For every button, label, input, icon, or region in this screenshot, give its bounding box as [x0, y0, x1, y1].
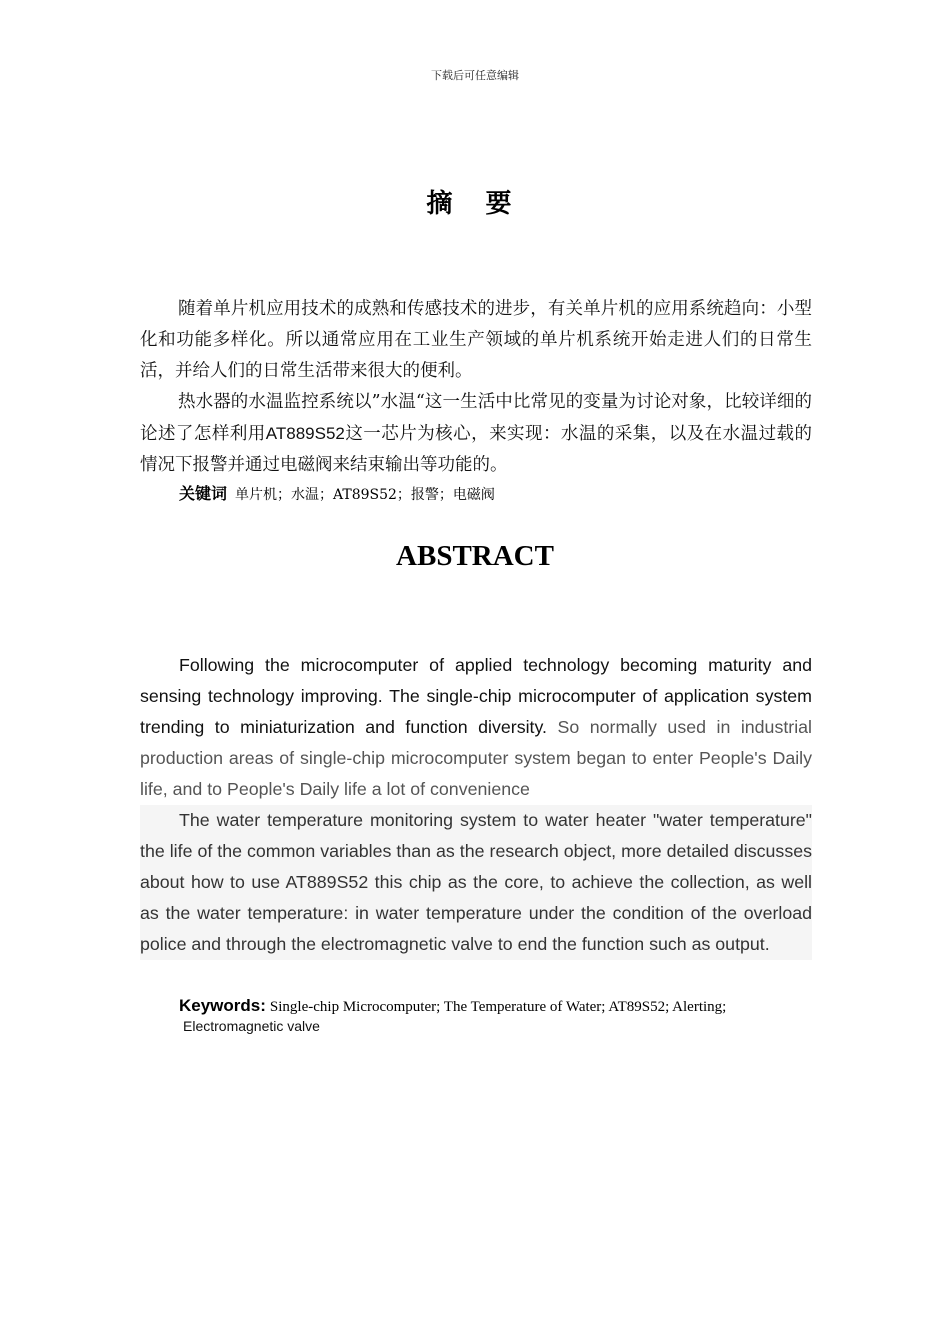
- english-abstract-body: [140, 650, 812, 960]
- chinese-keywords-text: 单片机；水温；AT89S52；报警；电磁阀: [235, 487, 495, 503]
- chinese-paragraph-2: [140, 387, 812, 481]
- chinese-paragraph-1: 随着单片机应用技术的成熟和传感技术的进步，有关单片机的应用系统趋向：小型化和功能多样化。所以通常应用在工业生产领域的单片机系统开始走进人们的日常生活，并给人们的日常生活带来很大的便利。: [140, 299, 812, 381]
- chinese-paragraph-2-end: 这一芯片为核心，来实现：水温的采集，以及在水温过载的情况下报警并通过电磁阀来结束输出等功能的。: [140, 424, 813, 475]
- english-paragraph-1-continuation: So normally used in industrial production areas of single-chip microcomputer system began to enter People's Daily life, and to People's Daily life a lot of convenience: [140, 717, 812, 799]
- chinese-keywords-label: 关键词: [179, 484, 228, 503]
- header-note: 下载后可任意编辑: [431, 69, 519, 82]
- english-keywords: [179, 996, 819, 1034]
- english-paragraph-1: [140, 650, 812, 805]
- chip-name: AT889S52: [265, 424, 345, 443]
- english-paragraph-2: The water temperature monitoring system to water heater "water temperature" the life of the common variables than as the research object, more detailed discusses about how to use AT889S52 this chip as the core, to achieve the collection, as well as the water temperature: in water temperature under the condition of the overload police and through the electromagnetic valve to end the function such as output.: [140, 805, 812, 960]
- chinese-abstract-body: [140, 294, 812, 481]
- chinese-paragraph-2-start: 热水器的水温监控系统以”水温“这一生活中比常见的变量为讨论对象，比较详细的论述了怎样利用: [140, 392, 812, 444]
- english-abstract-title: ABSTRACT: [396, 540, 554, 572]
- english-keywords-label: Keywords:: [179, 996, 266, 1015]
- english-keywords-text: Single-chip Microcomputer; The Temperature of Water; AT89S52; Alerting;: [269, 999, 727, 1015]
- chinese-keywords: [179, 484, 819, 505]
- english-keywords-continuation: Electromagnetic valve: [183, 1018, 320, 1034]
- chinese-abstract-title: 摘 要: [426, 189, 524, 219]
- english-paragraph-1-main: Following the microcomputer of applied technology becoming maturity and sensing technology improving. The single-chip microcomputer of application system trending to miniaturization and function diversity.: [140, 655, 812, 737]
